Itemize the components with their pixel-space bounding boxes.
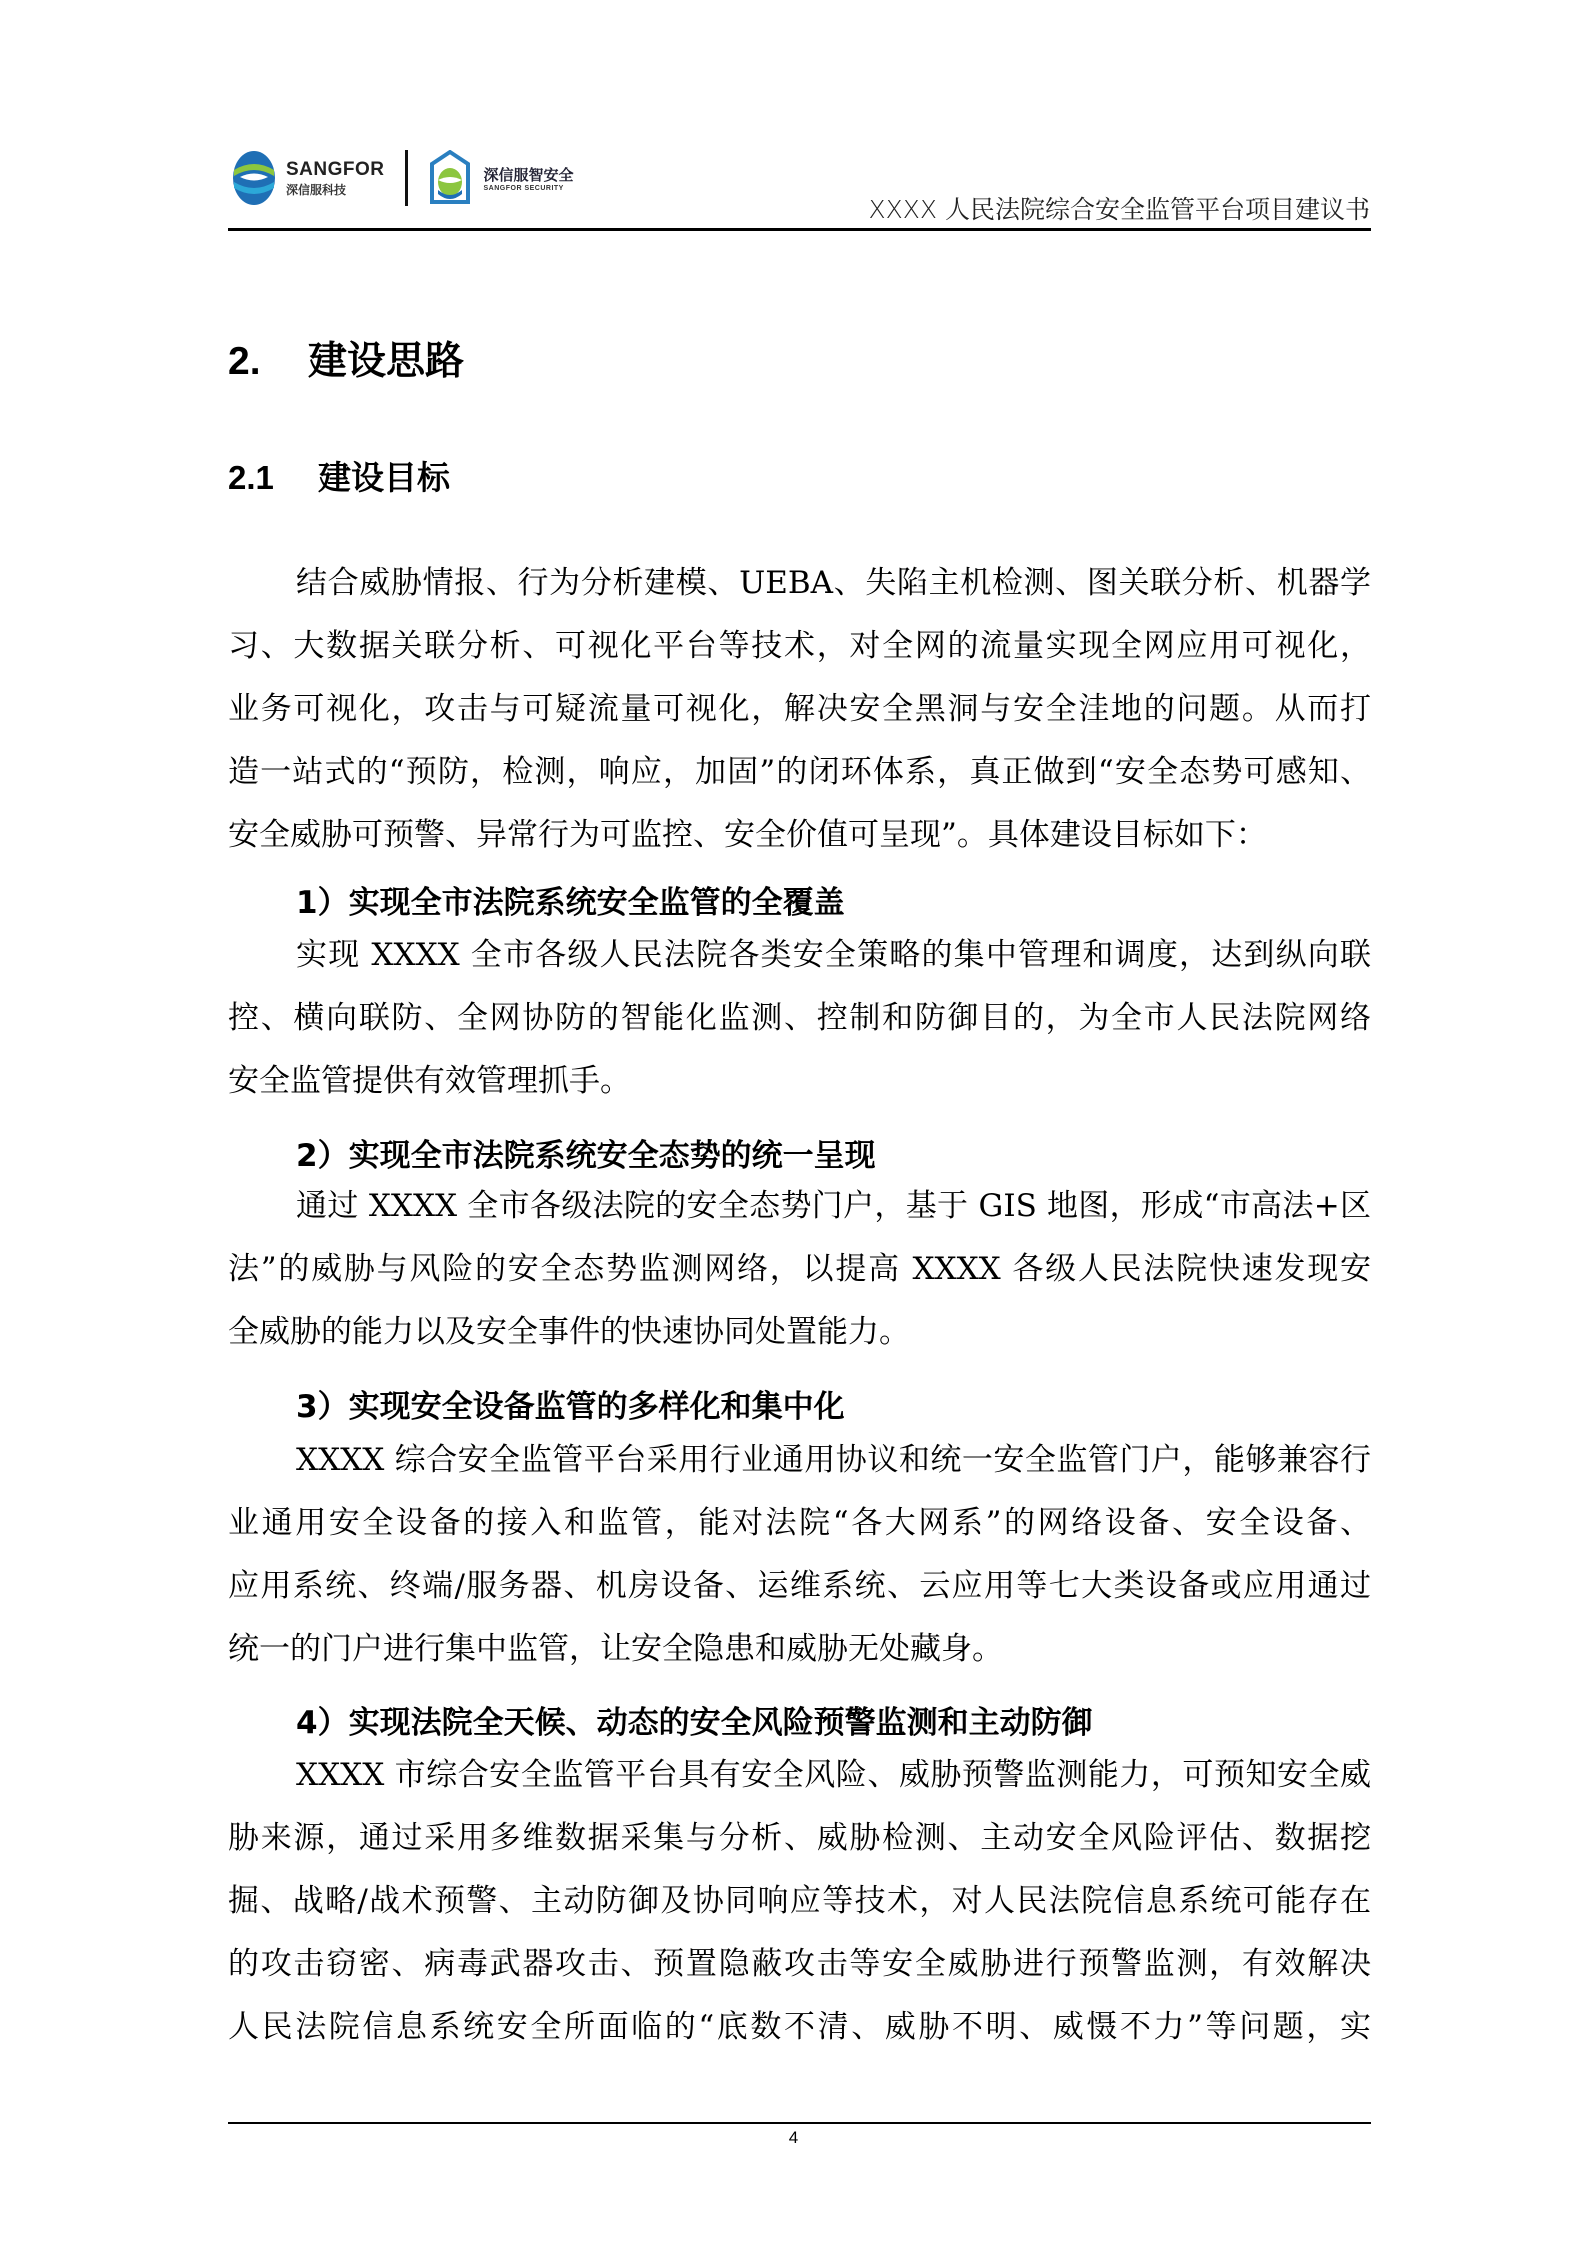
header-rule [228,228,1371,231]
text-line: 安全威胁可预警、异常行为可监控、安全价值可呈现”。具体建设目标如下： [228,817,1267,853]
text-line: 的攻击窃密、病毒武器攻击、预置隐蔽攻击等安全威胁进行预警监测，有效解决 [228,1946,1371,1982]
sangfor-security-brand: 深信服智安全 SANGFOR SECURITY [483,167,574,192]
subsection-heading [228,452,450,499]
sangfor-security-shield-icon [430,150,474,206]
text-line: 通过 XXXX 全市各级法院的安全态势门户，基于 GIS 地图，形成“市高法+区 [296,1188,1371,1224]
text-line: 全威胁的能力以及安全事件的快速协同处置能力。 [228,1314,910,1350]
goal-heading-4: 4）实现法院全天候、动态的安全风险预警监测和主动防御 [296,1705,1093,1741]
text-line: 统一的门户进行集中监管，让安全隐患和威胁无处藏身。 [228,1631,1003,1667]
goal-paragraph-3 [228,1429,1371,1681]
subsection-number: 2.1 [228,459,274,496]
section-number: 2. [228,340,261,383]
goal-paragraph-2 [228,1175,1371,1364]
company-logos [232,150,574,206]
text-line: 胁来源，通过采用多维数据采集与分析、威胁检测、主动安全风险评估、数据挖 [228,1820,1371,1856]
text-line: 习、大数据关联分析、可视化平台等技术，对全网的流量实现全网应用可视化， [228,628,1371,664]
text-line: XXXX 市综合安全监管平台具有安全风险、威胁预警监测能力，可预知安全威 [296,1757,1371,1793]
goal-heading-2: 2）实现全市法院系统安全态势的统一呈现 [296,1138,876,1174]
text-line: 业通用安全设备的接入和监管，能对法院“各大网系”的网络设备、安全设备、 [228,1505,1371,1541]
text-line: 结合威胁情报、行为分析建模、UEBA、失陷主机检测、图关联分析、机器学 [296,565,1371,601]
text-line: 安全监管提供有效管理抓手。 [228,1063,631,1099]
text-line: 应用系统、终端/服务器、机房设备、运维系统、云应用等七大类设备或应用通过 [228,1568,1371,1604]
goal-heading-3: 3）实现安全设备监管的多样化和集中化 [296,1389,845,1425]
document-title: XXXX 人民法院综合安全监管平台项目建议书 [868,195,1370,224]
text-line: 业务可视化，攻击与可疑流量可视化，解决安全黑洞与安全洼地的问题。从而打 [228,691,1371,727]
text-line: 控、横向联防、全网协防的智能化监测、控制和防御目的，为全市人民法院网络 [228,1000,1371,1036]
text-line: 实现 XXXX 全市各级人民法院各类安全策略的集中管理和调度，达到纵向联 [296,937,1371,973]
goal-heading-1: 1）实现全市法院系统安全监管的全覆盖 [296,885,845,921]
page-number: 4 [788,2128,799,2147]
intro-paragraph [228,552,1371,867]
text-line: 法”的威胁与风险的安全态势监测网络，以提高 XXXX 各级人民法院快速发现安 [228,1251,1371,1287]
sangfor-globe-icon [232,150,276,206]
subsection-title: 建设目标 [318,459,450,496]
text-line: XXXX 综合安全监管平台采用行业通用协议和统一安全监管门户，能够兼容行 [296,1442,1371,1478]
section-title: 建设思路 [308,340,465,383]
text-line: 造一站式的“预防，检测，响应，加固”的闭环体系，真正做到“安全态势可感知、 [228,754,1371,790]
goal-paragraph-4 [228,1744,1371,2059]
text-line: 人民法院信息系统安全所面临的“底数不清、威胁不明、威慑不力”等问题，实 [228,2009,1371,2045]
footer-rule [228,2122,1371,2124]
sangfor-brand: SANGFOR 深信服科技 [286,158,385,197]
logo-divider [405,150,408,206]
section-heading [228,330,464,386]
goal-paragraph-1 [228,924,1371,1113]
text-line: 掘、战略/战术预警、主动防御及协同响应等技术，对人民法院信息系统可能存在 [228,1883,1371,1919]
